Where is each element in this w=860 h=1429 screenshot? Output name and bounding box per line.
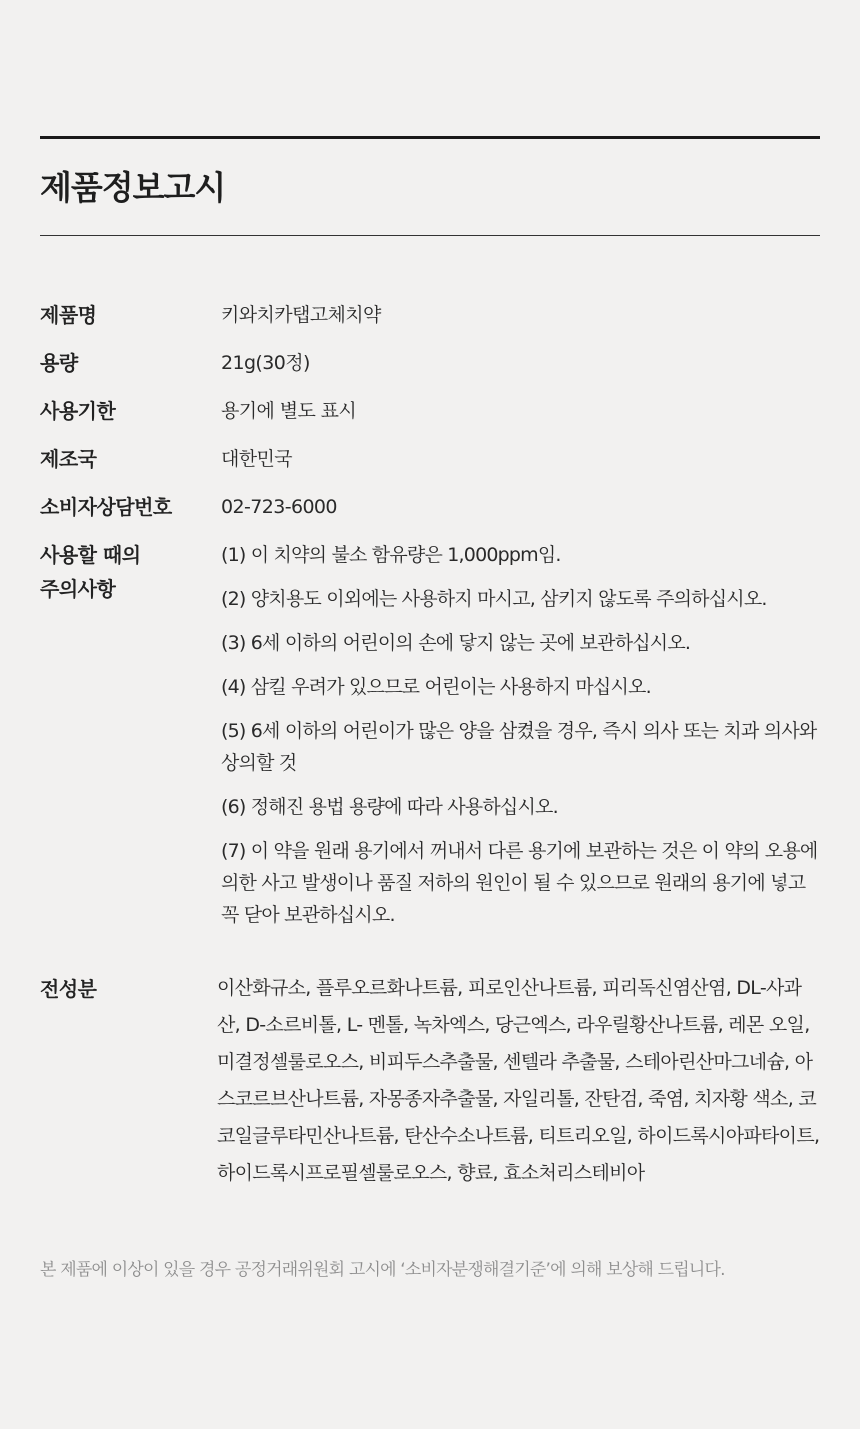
info-label: 제조국 <box>40 447 97 471</box>
cautions-list <box>221 539 821 943</box>
info-value: 대한민국 <box>221 448 293 470</box>
caution-item: (6) 정해진 용법 용량에 따라 사용하십시오. <box>221 796 558 818</box>
cautions-label: 사용할 때의 주의사항 <box>40 543 141 601</box>
info-label: 용량 <box>40 351 78 375</box>
ingredients-value: 이산화규소, 플루오르화나트륨, 피로인산나트륨, 피리독신염산염, DL-사과산, D-소르비톨, L- 멘톨, 녹차엑스, 당근엑스, 라우릴황산나트륨, 레몬 오일, 미결정셀룰로오스, 비피두스추출물, 센텔라 추출물, 스테아린산마그네슘, 아스코르브산나트륨, 자몽종자추출물, 자일리톨, 잔탄검, 죽염, 치자황 색소, 코코일글루타민산나트륨, 탄산수소나트륨, 티트리오일, 하이드록시아파타이트, 하이드록시프로필셀룰로오스, 향료, 효소처리스테비아 <box>217 977 820 1184</box>
info-label: 소비자상담번호 <box>40 495 172 519</box>
caution-item: (7) 이 약을 원래 용기에서 꺼내서 다른 용기에 보관하는 것은 이 약의 오용에 의한 사고 발생이나 품질 저하의 원인이 될 수 있으므로 원래의 용기에 넣고 꼭 닫아 보관하십시오. <box>221 840 818 926</box>
info-value: 21g(30정) <box>221 352 310 374</box>
top-divider <box>40 136 820 139</box>
info-label: 제품명 <box>40 303 97 327</box>
caution-item: (1) 이 치약의 불소 함유량은 1,000ppm임. <box>221 544 561 566</box>
info-value: 02-723-6000 <box>221 496 337 518</box>
info-label: 사용기한 <box>40 399 116 423</box>
footer-notice: 본 제품에 이상이 있을 경우 공정거래위원회 고시에 ‘소비자분쟁해결기준’에 의해 보상해 드립니다. <box>40 1260 725 1280</box>
section-title: 제품정보고시 <box>40 168 226 207</box>
caution-item: (2) 양치용도 이외에는 사용하지 마시고, 삼키지 않도록 주의하십시오. <box>221 588 767 610</box>
caution-item: (3) 6세 이하의 어린이의 손에 닿지 않는 곳에 보관하십시오. <box>221 632 691 654</box>
info-value: 용기에 별도 표시 <box>221 400 357 422</box>
title-divider <box>40 235 820 236</box>
caution-item: (4) 삼킬 우려가 있으므로 어린이는 사용하지 마십시오. <box>221 676 651 698</box>
ingredients-label: 전성분 <box>40 977 97 1001</box>
caution-item: (5) 6세 이하의 어린이가 많은 양을 삼켰을 경우, 즉시 의사 또는 치과 의사와 상의할 것 <box>221 720 817 774</box>
info-value: 키와치카탭고체치약 <box>221 304 381 326</box>
